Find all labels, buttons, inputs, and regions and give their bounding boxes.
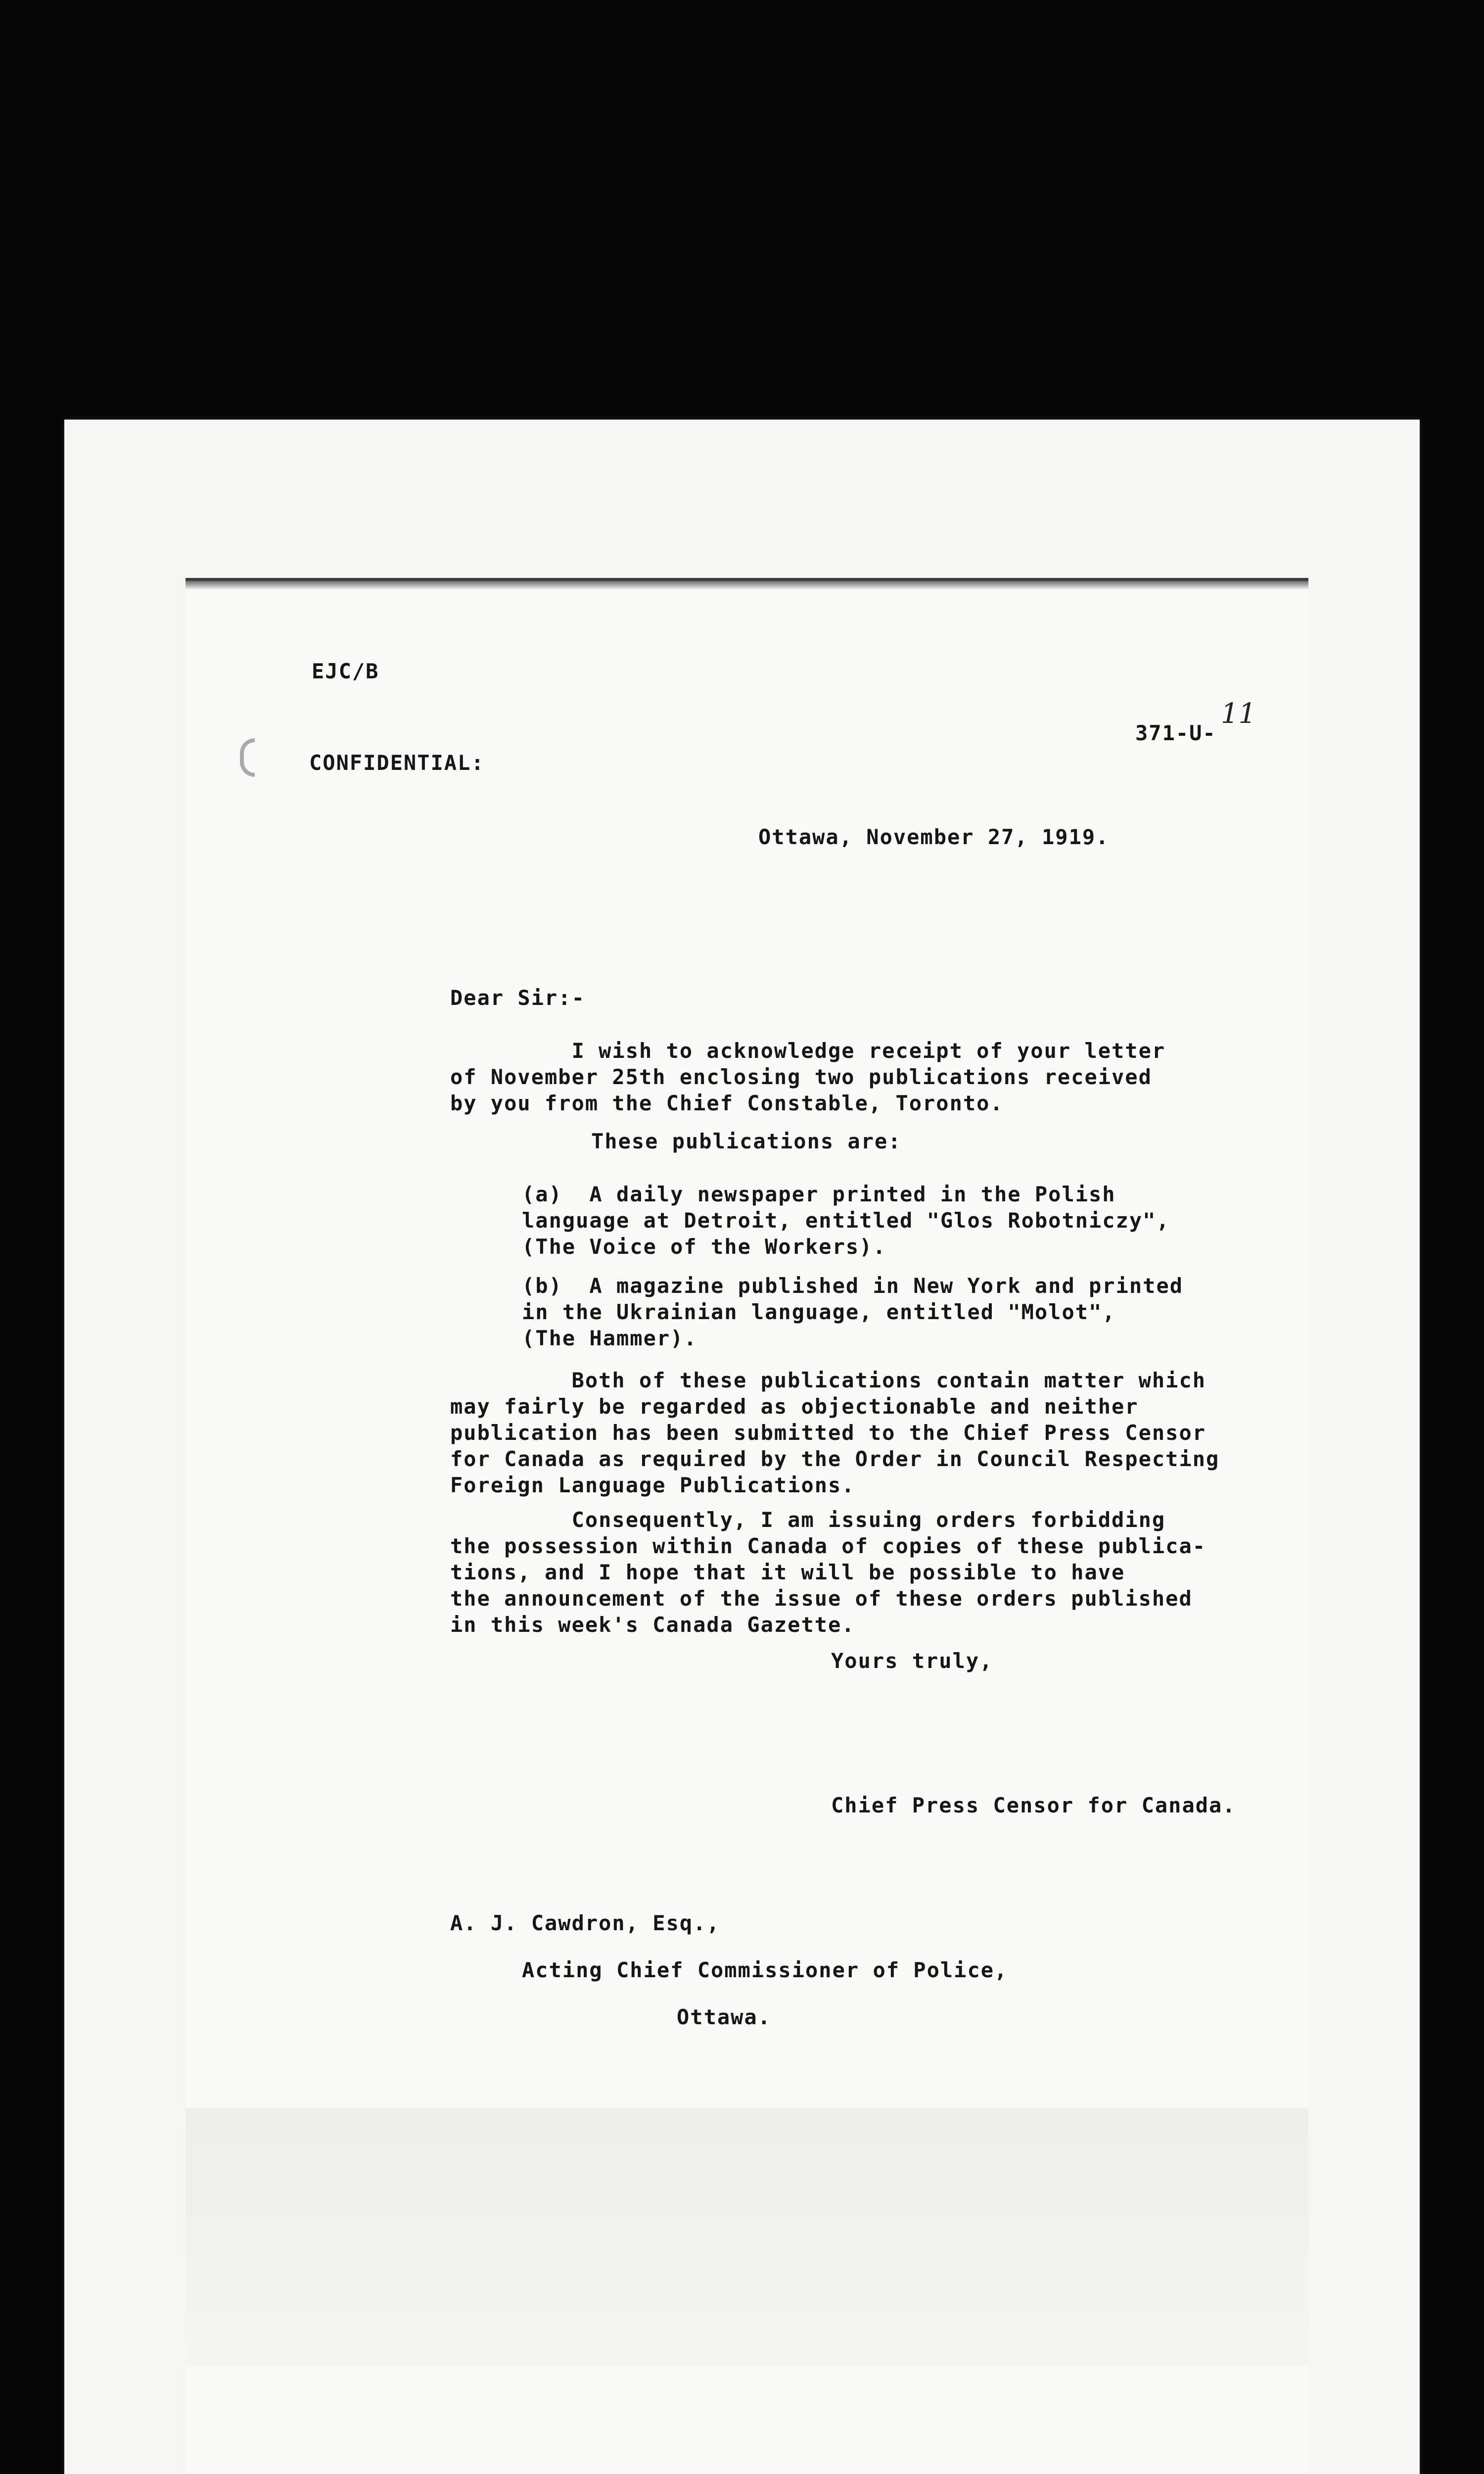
addressee-title: Acting Chief Commissioner of Police, [522, 1958, 1008, 1982]
reference-initials: EJC/B [312, 659, 379, 683]
closing: Yours truly, [831, 1649, 993, 1673]
addressee-city: Ottawa. [677, 2005, 772, 2029]
salutation: Dear Sir:- [450, 986, 585, 1010]
place-and-date: Ottawa, November 27, 1919. [758, 825, 1110, 849]
list-item-b: (b) A magazine published in New York and printed in the Ukrainian language, entitled "Molot", (The Hammer). [522, 1274, 1184, 1350]
signature-title: Chief Press Censor for Canada. [831, 1793, 1236, 1817]
paragraph-acknowledgement: I wish to acknowledge receipt of your letter of November 25th enclosing two publications received by you from the Chief Constable, Toronto. [450, 1039, 1166, 1115]
handwritten-file-correction: 11 [1221, 698, 1256, 730]
paragraph-objectionable: Both of these publications contain matter which may fairly be regarded as objectionable and neither publication has been submitted to the Chief Press Censor for Canada as required by the Order in Council Respecting Foreign Language Publications. [450, 1368, 1220, 1497]
file-number: 371-U- [1135, 721, 1216, 745]
page-shading [186, 2108, 1308, 2365]
list-item-a: (a) A daily newspaper printed in the Polish language at Detroit, entitled "Glos Robotniczy", (The Voice of the Workers). [522, 1182, 1170, 1259]
paragraph-orders: Consequently, I am issuing orders forbidding the possession within Canada of copies of these publica- tions, and I hope that it will be possible to have the announcement of the issue of these orders published in this week's Canada Gazette. [450, 1508, 1206, 1637]
paragraph-publications-intro: These publications are: [591, 1129, 902, 1153]
confidential-heading: CONFIDENTIAL: [309, 751, 485, 775]
addressee-name: A. J. Cawdron, Esq., [450, 1911, 720, 1935]
